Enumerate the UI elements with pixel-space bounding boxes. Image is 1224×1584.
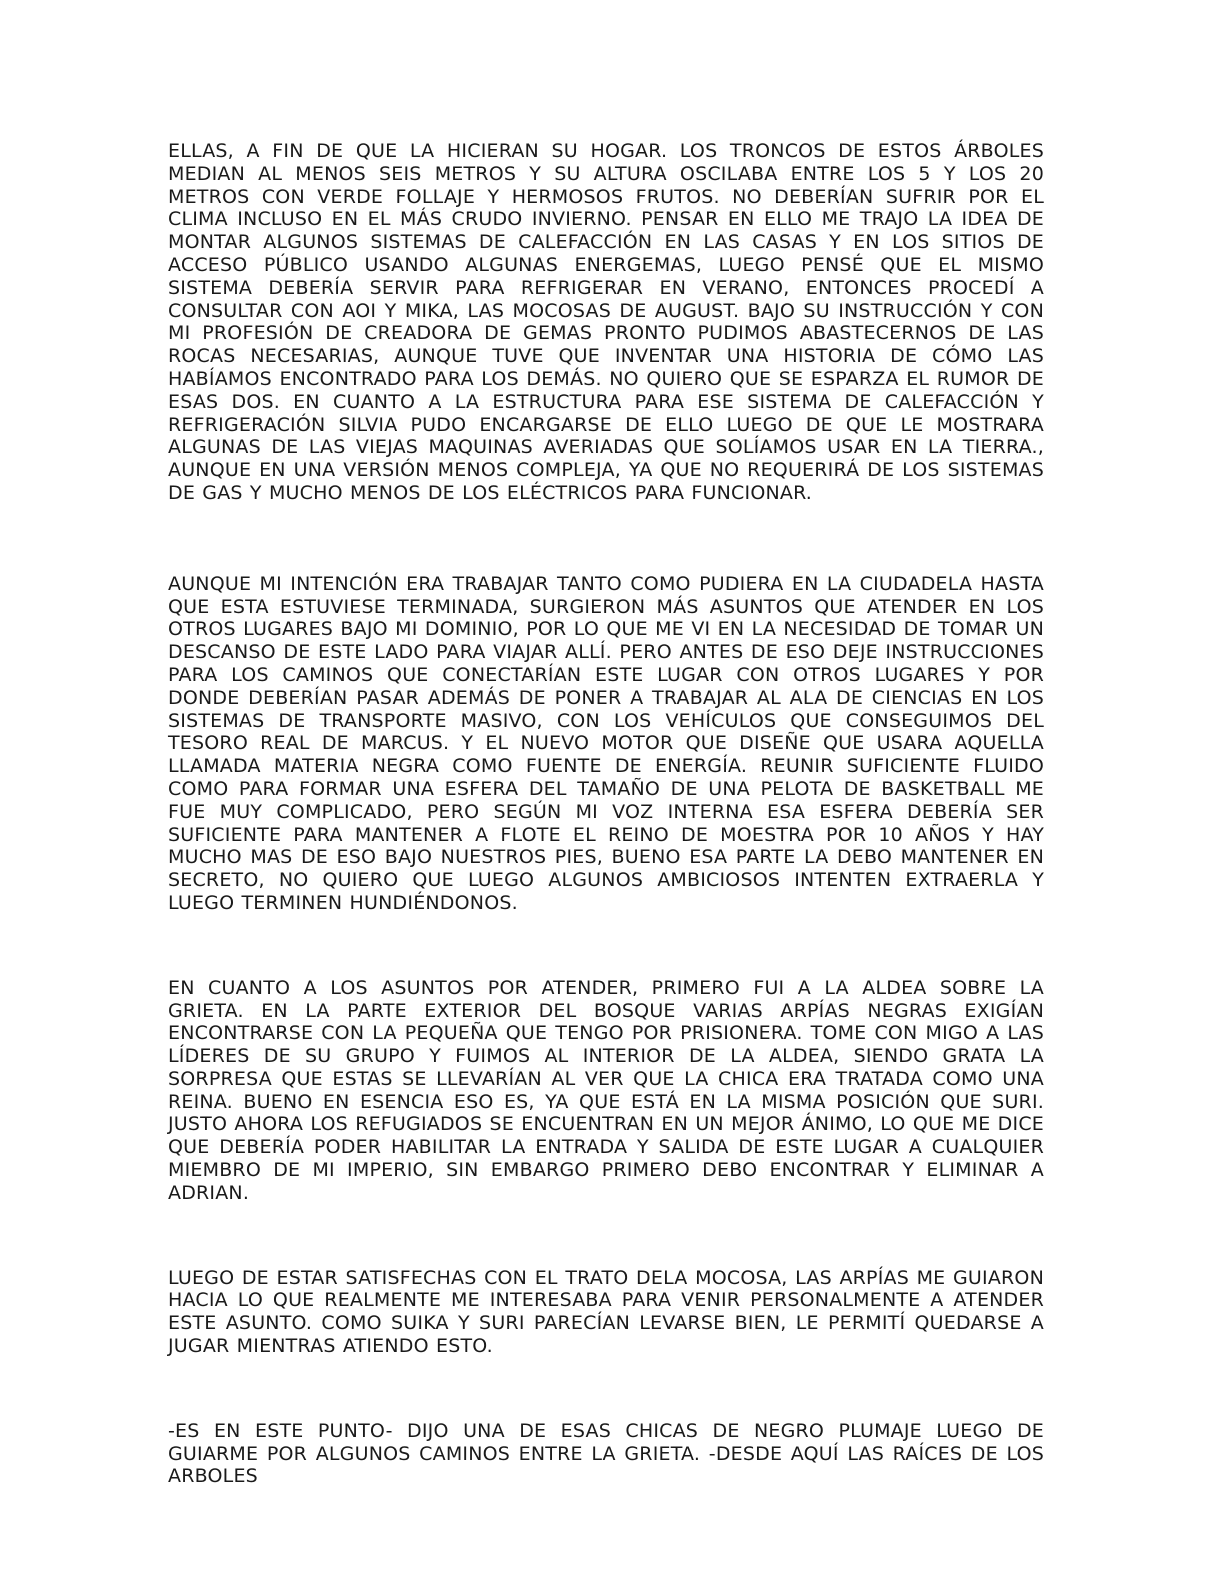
paragraph-gap: [168, 915, 1044, 977]
paragraph-4: LUEGO DE ESTAR SATISFECHAS CON EL TRATO DELA MOCOSA, LAS ARPÍAS ME GUIARON HACIA LO QUE REALMENTE ME INTERESABA PARA VENIR PERSONALMENTE A ATENDER ESTE ASUNTO. COMO SUIKA Y SURI PARECÍAN LEVARSE BIEN, LE PERMITÍ QUEDARSE A JUGAR MIENTRAS ATIENDO ESTO.: [168, 1266, 1044, 1358]
document-page: [168, 140, 1044, 1488]
paragraph-gap: [168, 1205, 1044, 1267]
paragraph-1: ELLAS, A FIN DE QUE LA HICIERAN SU HOGAR. LOS TRONCOS DE ESTOS ÁRBOLES MEDIAN AL MENOS SEIS METROS Y SU ALTURA OSCILABA ENTRE LOS 5 Y LOS 20 METROS CON VERDE FOLLAJE Y HERMOSOS FRUTOS. NO DEBERÍAN SUFRIR POR EL CLIMA INCLUSO EN EL MÁS CRUDO INVIERNO. PENSAR EN ELLO ME TRAJO LA IDEA DE MONTAR ALGUNOS SISTEMAS DE CALEFACCIÓN EN LAS CASAS Y EN LOS SITIOS DE ACCESO PÚBLICO USANDO ALGUNAS ENERGEMAS, LUEGO PENSÉ QUE EL MISMO SISTEMA DEBERÍA SERVIR PARA REFRIGERAR EN VERANO, ENTONCES PROCEDÍ A CONSULTAR CON AOI Y MIKA, LAS MOCOSAS DE AUGUST. BAJO SU INSTRUCCIÓN Y CON MI PROFESIÓN DE CREADORA DE GEMAS PRONTO PUDIMOS ABASTECERNOS DE LAS ROCAS NECESARIAS, AUNQUE TUVE QUE INVENTAR UNA HISTORIA DE CÓMO LAS HABÍAMOS ENCONTRADO PARA LOS DEMÁS. NO QUIERO QUE SE ESPARZA EL RUMOR DE ESAS DOS. EN CUANTO A LA ESTRUCTURA PARA ESE SISTEMA DE CALEFACCIÓN Y REFRIGERACIÓN SILVIA PUDO ENCARGARSE DE ELLO LUEGO DE QUE LE MOSTRARA ALGUNAS DE LAS VIEJAS MAQUINAS AVERIADAS QUE SOLÍAMOS USAR EN LA TIERRA., AUNQUE EN UNA VERSIÓN MENOS COMPLEJA, YA QUE NO REQUERIRÁ DE LOS SISTEMAS DE GAS Y MUCHO MENOS DE LOS ELÉCTRICOS PARA FUNCIONAR.: [168, 140, 1044, 504]
paragraph-gap: [168, 1358, 1044, 1420]
paragraph-gap: [168, 505, 1044, 573]
paragraph-5: -ES EN ESTE PUNTO- DIJO UNA DE ESAS CHICAS DE NEGRO PLUMAJE LUEGO DE GUIARME POR ALGUNOS CAMINOS ENTRE LA GRIETA. -DESDE AQUÍ LAS RAÍCES DE LOS ARBOLES: [168, 1419, 1044, 1488]
paragraph-2: AUNQUE MI INTENCIÓN ERA TRABAJAR TANTO COMO PUDIERA EN LA CIUDADELA HASTA QUE ESTA ESTUVIESE TERMINADA, SURGIERON MÁS ASUNTOS QUE ATENDER EN LOS OTROS LUGARES BAJO MI DOMINIO, POR LO QUE ME VI EN LA NECESIDAD DE TOMAR UN DESCANSO DE ESTE LADO PARA VIAJAR ALLÍ. PERO ANTES DE ESO DEJE INSTRUCCIONES PARA LOS CAMINOS QUE CONECTARÍAN ESTE LUGAR CON OTROS LUGARES Y POR DONDE DEBERÍAN PASAR ADEMÁS DE PONER A TRABAJAR AL ALA DE CIENCIAS EN LOS SISTEMAS DE TRANSPORTE MASIVO, CON LOS VEHÍCULOS QUE CONSEGUIMOS DEL TESORO REAL DE MARCUS. Y EL NUEVO MOTOR QUE DISEÑE QUE USARA AQUELLA LLAMADA MATERIA NEGRA COMO FUENTE DE ENERGÍA. REUNIR SUFICIENTE FLUIDO COMO PARA FORMAR UNA ESFERA DEL TAMAÑO DE UNA PELOTA DE BASKETBALL ME FUE MUY COMPLICADO, PERO SEGÚN MI VOZ INTERNA ESA ESFERA DEBERÍA SER SUFICIENTE PARA MANTENER A FLOTE EL REINO DE MOESTRA POR 10 AÑOS Y HAY MUCHO MAS DE ESO BAJO NUESTROS PIES, BUENO ESA PARTE LA DEBO MANTENER EN SECRETO, NO QUIERO QUE LUEGO ALGUNOS AMBICIOSOS INTENTEN EXTRAERLA Y LUEGO TERMINEN HUNDIÉNDONOS.: [168, 572, 1044, 914]
paragraph-3: EN CUANTO A LOS ASUNTOS POR ATENDER, PRIMERO FUI A LA ALDEA SOBRE LA GRIETA. EN LA PARTE EXTERIOR DEL BOSQUE VARIAS ARPÍAS NEGRAS EXIGÍAN ENCONTRARSE CON LA PEQUEÑA QUE TENGO POR PRISIONERA. TOME CON MIGO A LAS LÍDERES DE SU GRUPO Y FUIMOS AL INTERIOR DE LA ALDEA, SIENDO GRATA LA SORPRESA QUE ESTAS SE LLEVARÍAN AL VER QUE LA CHICA ERA TRATADA COMO UNA REINA. BUENO EN ESENCIA ESO ES, YA QUE ESTÁ EN LA MISMA POSICIÓN QUE SURI. JUSTO AHORA LOS REFUGIADOS SE ENCUENTRAN EN UN MEJOR ÁNIMO, LO QUE ME DICE QUE DEBERÍA PODER HABILITAR LA ENTRADA Y SALIDA DE ESTE LUGAR A CUALQUIER MIEMBRO DE MI IMPERIO, SIN EMBARGO PRIMERO DEBO ENCONTRAR Y ELIMINAR A ADRIAN.: [168, 976, 1044, 1204]
